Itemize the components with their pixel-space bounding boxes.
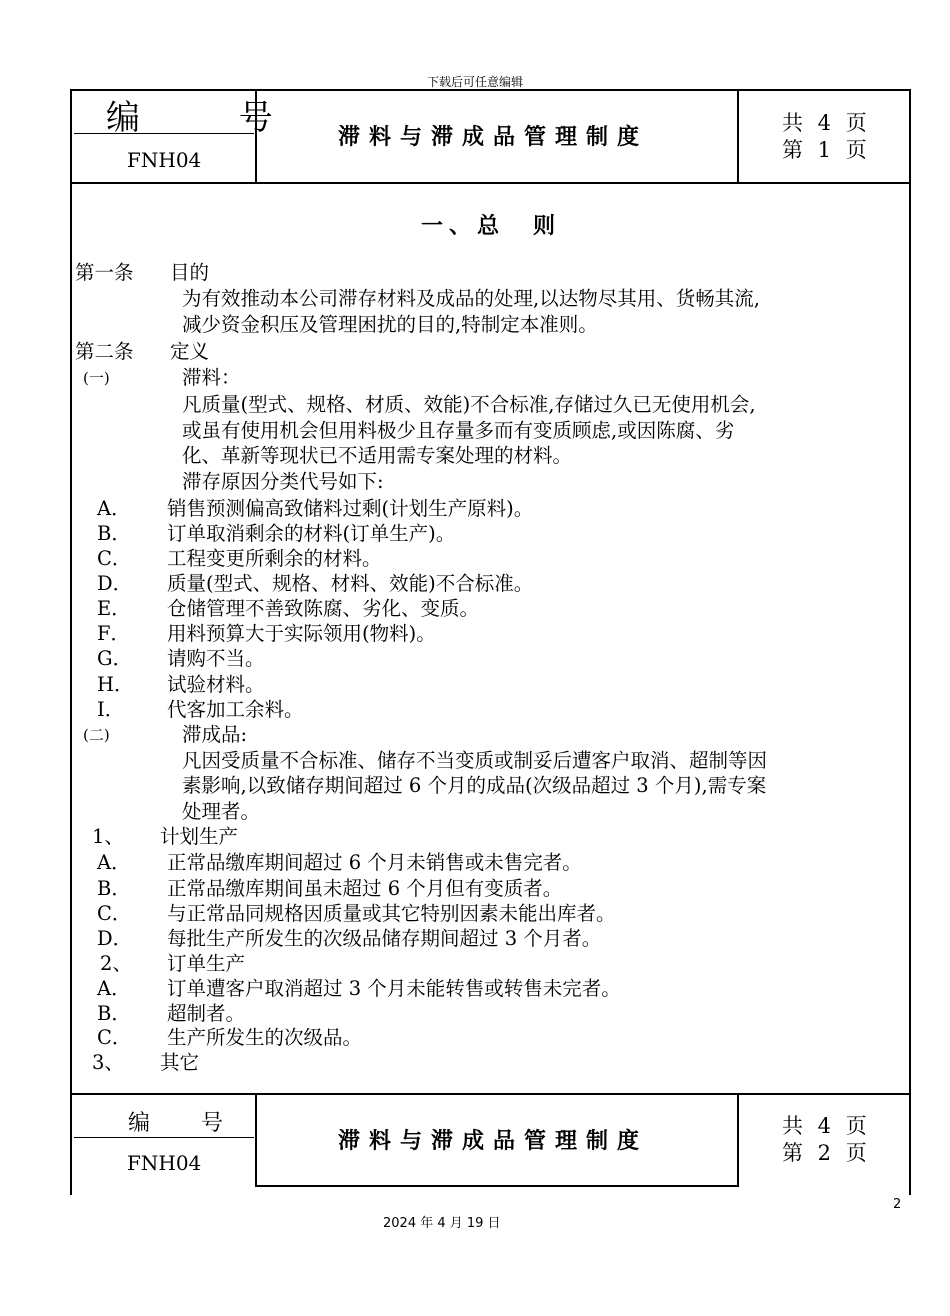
clause-label: 3、 (92, 1051, 124, 1074)
clause-label: (二) (83, 726, 110, 744)
clause-label: D． (97, 572, 133, 595)
body-line: 订单生产 (167, 952, 246, 975)
body-line: 试验材料。 (167, 673, 265, 696)
body-line: 仓储管理不善致陈腐、劣化、变质。 (167, 597, 480, 620)
clause-label: A． (97, 977, 131, 1000)
body-line: 质量(型式、规格、材料、效能)不合标准。 (167, 572, 534, 595)
clause-label: B． (97, 1002, 131, 1025)
top-note: 下载后可任意编辑 (426, 75, 523, 89)
body-line: 代客加工余料。 (167, 698, 304, 721)
body-line: 正常品缴库期间超过 6 个月未销售或未售完者。 (167, 851, 582, 874)
clause-label: I． (97, 698, 125, 721)
header2-total-pages: 共 4 页 (782, 1114, 867, 1138)
body-line: 凡因受质量不合标准、储存不当变质或制妥后遭客户取消、超制等因 (182, 749, 768, 772)
header2-title-bottom (255, 1185, 739, 1187)
body-line: 滞存原因分类代号如下: (182, 470, 384, 493)
clause-label: B． (97, 522, 131, 545)
header1-code-label: 编 号 (106, 98, 317, 138)
header1-code-value: FNH04 (127, 148, 202, 172)
header1-divider-right (737, 89, 739, 183)
page-number: 2 (893, 1197, 902, 1212)
header1-bottom-rule (70, 182, 909, 184)
clause-label: D． (97, 927, 133, 950)
header2-divider-left (255, 1093, 257, 1186)
header2-top-rule (70, 1093, 909, 1095)
header2-current-page: 第 2 页 (782, 1141, 867, 1165)
body-line: 销售预测偏高致储料过剩(计划生产原料)。 (167, 497, 534, 520)
clause-label: H． (97, 673, 134, 696)
header1-current-page: 第 1 页 (782, 138, 867, 162)
section-title: 一、总 则 (421, 214, 562, 239)
body-line: 或虽有使用机会但用料极少且存量多而有变质顾虑,或因陈腐、劣 (182, 419, 735, 442)
body-line: 素影响,以致储存期间超过 6 个月的成品(次级品超过 3 个月),需专案 (182, 774, 767, 797)
clause-label: 1、 (92, 825, 124, 848)
body-line: 减少资金积压及管理困扰的目的,特制定本准则。 (182, 313, 598, 336)
body-line: 定义 (170, 340, 210, 363)
header1-title: 滞料与滞成品管理制度 (338, 125, 649, 150)
clause-label: 第二条 (75, 340, 134, 363)
clause-label: C． (97, 902, 132, 925)
body-line: 订单遭客户取消超过 3 个月未能转售或转售未完者。 (167, 977, 621, 1000)
footer-date: 2024 年 4 月 19 日 (383, 1216, 501, 1231)
header2-code-label: 编 号 (128, 1111, 245, 1136)
clause-label: 2、 (100, 952, 132, 975)
clause-label: A． (97, 851, 131, 874)
body-line: 滞成品: (182, 723, 248, 746)
header2-code-value: FNH04 (127, 1151, 202, 1175)
body-line: 凡质量(型式、规格、材质、效能)不合标准,存储过久已无使用机会, (182, 393, 756, 416)
body-line: 滞料： (182, 366, 241, 389)
body-line: 计划生产 (160, 825, 239, 848)
body-line: 化、革新等现状已不适用需专案处理的材料。 (182, 444, 573, 467)
clause-label: A． (97, 497, 131, 520)
header2-title: 滞料与滞成品管理制度 (338, 1129, 649, 1154)
clause-label: C． (97, 547, 132, 570)
body-line: 正常品缴库期间虽未超过 6 个月但有变质者。 (167, 877, 563, 900)
body-line: 其它 (160, 1051, 200, 1074)
clause-label: B． (97, 877, 131, 900)
header2-code-underline (74, 1137, 254, 1138)
body-line: 请购不当。 (167, 647, 265, 670)
header1-total-pages: 共 4 页 (782, 111, 867, 135)
body-line: 为有效推动本公司滞存材料及成品的处理,以达物尽其用、货畅其流, (182, 287, 760, 310)
body-line: 目的 (170, 261, 210, 284)
clause-label: G． (97, 647, 133, 670)
body-line: 处理者。 (182, 800, 261, 823)
body-line: 订单取消剩余的材料(订单生产)。 (167, 522, 456, 545)
body-line: 与正常品同规格因质量或其它特别因素未能出库者。 (167, 902, 616, 925)
body-line: 用料预算大于实际领用(物料)。 (167, 622, 436, 645)
body-line: 工程变更所剩余的材料。 (167, 547, 382, 570)
body-line: 每批生产所发生的次级品储存期间超过 3 个月者。 (167, 927, 602, 950)
header2-divider-right (737, 1093, 739, 1186)
clause-label: E． (97, 597, 131, 620)
clause-label: (一) (83, 369, 110, 387)
clause-label: 第一条 (75, 261, 134, 284)
body-line: 超制者。 (167, 1002, 246, 1025)
clause-label: C． (97, 1026, 132, 1049)
body-line: 生产所发生的次级品。 (167, 1026, 363, 1049)
clause-label: F． (97, 622, 131, 645)
